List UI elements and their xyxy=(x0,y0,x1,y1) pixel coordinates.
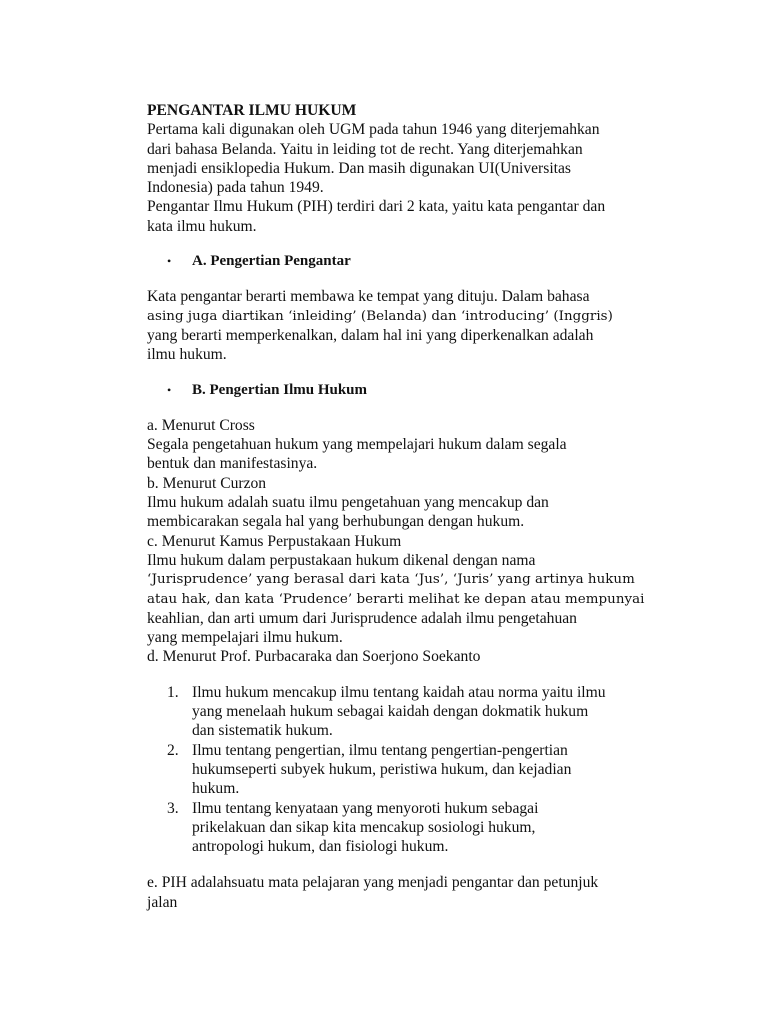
intro-line-5: Pengantar Ilmu Hukum (PIH) terdiri dari 2 kata, yaitu kata pengantar dan xyxy=(147,198,606,216)
section-b-line-6: membicarakan segala hal yang berhubungan dengan hukum. xyxy=(147,513,525,531)
list-item-line: prikelakuan dan sikap kita mencakup sosiologi hukum, xyxy=(192,818,536,836)
closing-paragraph xyxy=(147,873,667,912)
section-a-line-3: yang berarti memperkenalkan, dalam hal ini yang diperkenalkan adalah xyxy=(147,326,594,344)
closing-line-2: jalan xyxy=(147,893,178,911)
section-b-line-9: ‘Jurisprudence’ yang berasal dari kata ‘Jus’, ‘Juris’ yang artinya hukum xyxy=(147,572,635,588)
section-b-paragraph xyxy=(147,416,667,667)
section-b-line-7: c. Menurut Kamus Perpustakaan Hukum xyxy=(147,532,402,550)
list-item xyxy=(167,683,667,741)
section-a-line-2: asing juga diartikan ‘inleiding’ (Belanda) dan ‘introducing’ (Inggris) xyxy=(147,308,613,324)
section-b-line-1: a. Menurut Cross xyxy=(147,416,255,434)
spacer xyxy=(147,271,667,287)
section-b-line-2: Segala pengetahuan hukum yang mempelajari hukum dalam segala xyxy=(147,436,567,454)
intro-line-2: dari bahasa Belanda. Yaitu in leiding tot de recht. Yang diterjemahkan xyxy=(147,140,583,158)
closing-line-1: e. PIH adalahsuatu mata pelajaran yang menjadi pengantar dan petunjuk xyxy=(147,874,599,892)
section-b-heading xyxy=(167,381,667,400)
list-item-line: hukumseperti subyek hukum, peristiwa hukum, dan kejadian xyxy=(192,760,572,778)
section-a-paragraph xyxy=(147,287,667,364)
list-item-number: 1. xyxy=(167,683,179,701)
list-item-line: antropologi hukum, dan fisiologi hukum. xyxy=(192,838,449,856)
spacer xyxy=(147,365,667,381)
list-item-text xyxy=(192,799,538,857)
spacer xyxy=(147,667,667,683)
list-item-text xyxy=(192,683,606,741)
intro-line-4: Indonesia) pada tahun 1949. xyxy=(147,179,324,197)
bullet-icon: • xyxy=(167,254,172,269)
document-title: PENGANTAR ILMU HUKUM xyxy=(147,102,357,119)
section-b-line-12: yang mempelajari ilmu hukum. xyxy=(147,629,343,647)
list-item-line: Ilmu tentang kenyataan yang menyoroti hukum sebagai xyxy=(192,799,539,817)
list-item-line: dan sistematik hukum. xyxy=(192,722,333,740)
section-a-heading-text: A. Pengertian Pengantar xyxy=(192,253,351,270)
intro-paragraph xyxy=(147,120,667,236)
section-a-line-1: Kata pengantar berarti membawa ke tempat yang dituju. Dalam bahasa xyxy=(147,288,590,306)
intro-line-6: kata ilmu hukum. xyxy=(147,217,257,235)
list-item-line: hukum. xyxy=(192,780,240,798)
list-item-number: 2. xyxy=(167,741,179,759)
section-b-line-8: Ilmu hukum dalam perpustakaan hukum dikenal dengan nama xyxy=(147,551,536,569)
list-item xyxy=(167,799,667,857)
list-item xyxy=(167,741,667,799)
section-b-line-11: keahlian, dan arti umum dari Jurisprudence adalah ilmu pengetahuan xyxy=(147,609,577,627)
section-b-line-5: Ilmu hukum adalah suatu ilmu pengetahuan yang mencakup dan xyxy=(147,494,549,512)
bullet-icon: • xyxy=(167,382,172,397)
spacer xyxy=(147,400,667,416)
list-item-number: 3. xyxy=(167,799,179,817)
list-item-line: yang menelaah hukum sebagai kaidah dengan dokmatik hukum xyxy=(192,703,589,721)
section-b-line-3: bentuk dan manifestasinya. xyxy=(147,455,318,473)
section-b-line-4: b. Menurut Curzon xyxy=(147,474,267,492)
intro-line-1: Pertama kali digunakan oleh UGM pada tahun 1946 yang diterjemahkan xyxy=(147,121,600,139)
spacer xyxy=(147,236,667,252)
spacer xyxy=(147,856,667,873)
section-b-heading-text: B. Pengertian Ilmu Hukum xyxy=(192,381,368,398)
section-a-line-4: ilmu hukum. xyxy=(147,346,227,364)
document-page xyxy=(147,101,667,912)
list-item-text xyxy=(192,741,571,799)
section-b-line-13: d. Menurut Prof. Purbacaraka dan Soerjono Soekanto xyxy=(147,648,481,666)
intro-line-3: menjadi ensiklopedia Hukum. Dan masih digunakan UI(Universitas xyxy=(147,159,571,177)
numbered-list xyxy=(147,683,667,857)
section-b-line-10: atau hak, dan kata ‘Prudence’ berarti melihat ke depan atau mempunyai xyxy=(147,591,645,607)
list-item-line: Ilmu hukum mencakup ilmu tentang kaidah atau norma yaitu ilmu xyxy=(192,683,606,701)
list-item-line: Ilmu tentang pengertian, ilmu tentang pengertian-pengertian xyxy=(192,741,568,759)
section-a-heading xyxy=(167,252,667,271)
